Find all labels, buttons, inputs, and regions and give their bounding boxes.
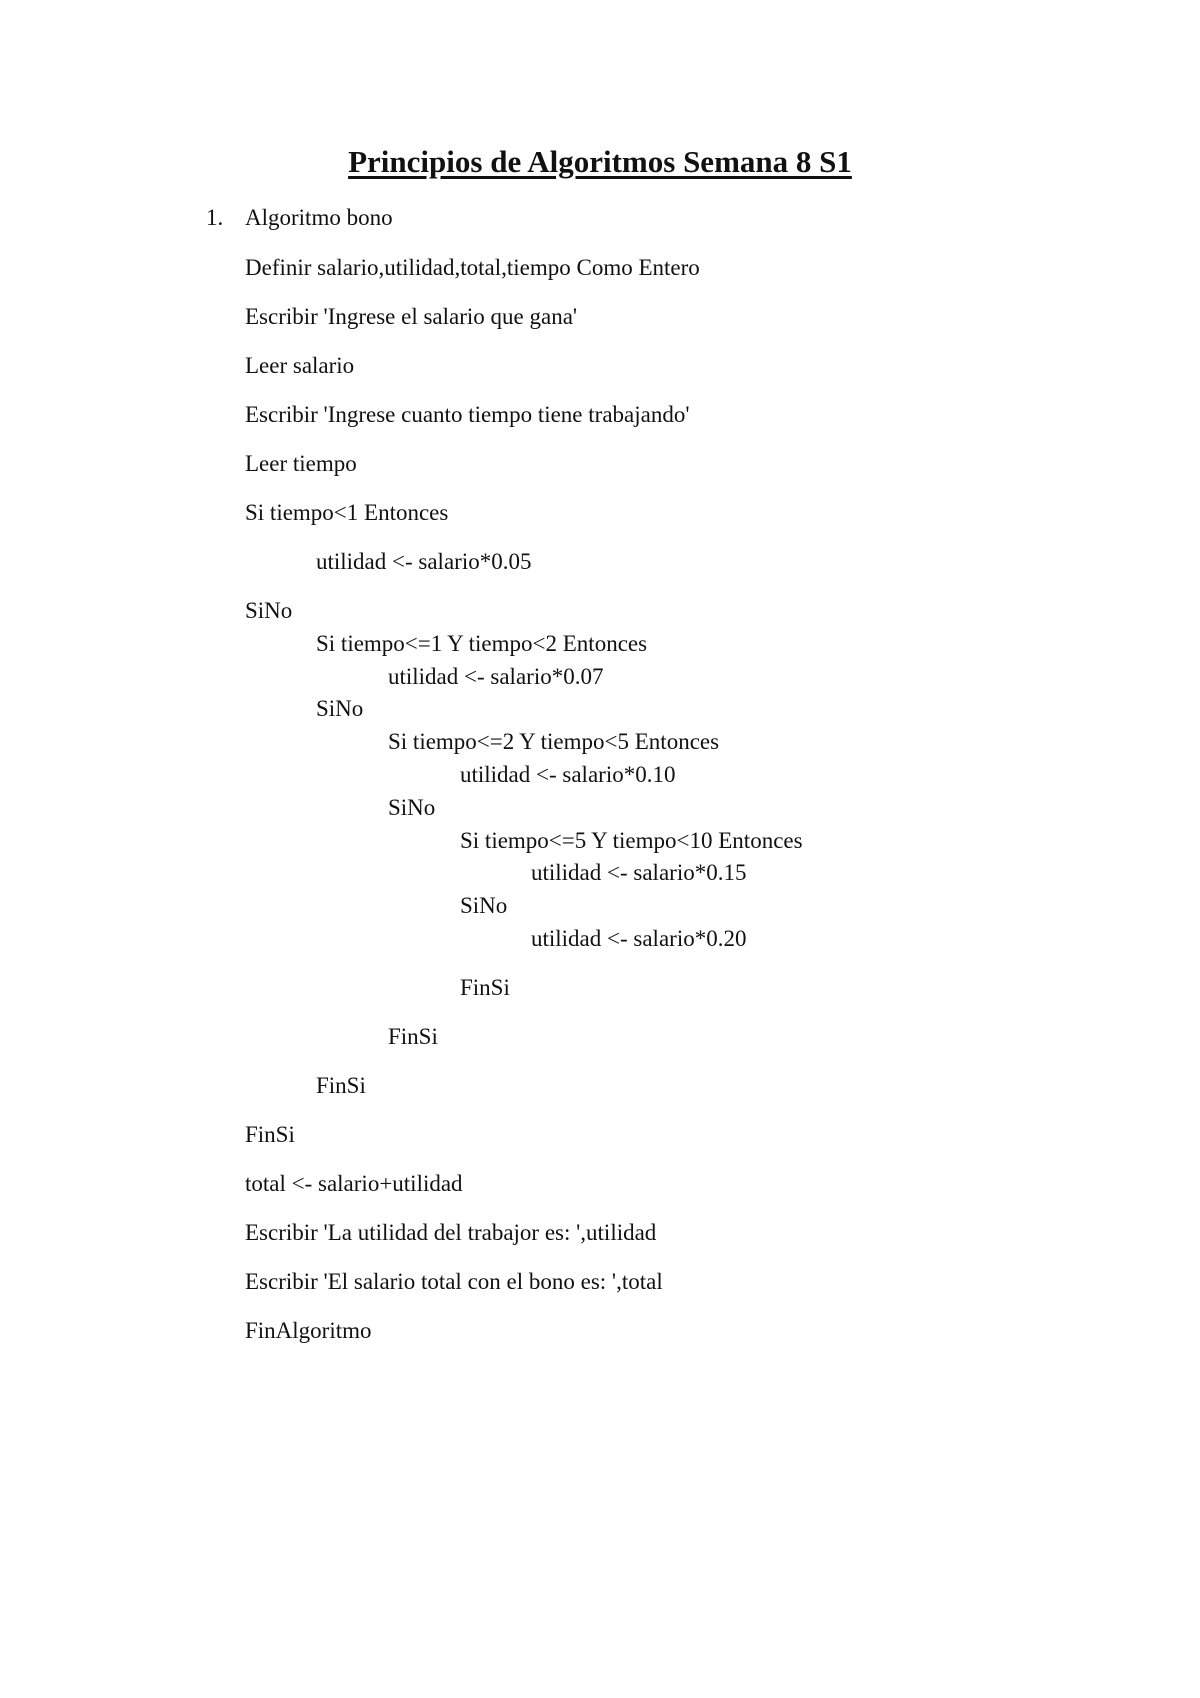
code-line: utilidad <- salario*0.05 bbox=[316, 549, 532, 574]
code-line: Si tiempo<=2 Y tiempo<5 Entonces bbox=[388, 729, 720, 754]
code-line: Escribir 'Ingrese cuanto tiempo tiene trabajando' bbox=[245, 402, 690, 427]
code-line: FinSi bbox=[460, 975, 510, 1000]
code-line: Escribir 'La utilidad del trabajor es: ',utilidad bbox=[245, 1220, 657, 1245]
list-number: 1. bbox=[206, 205, 224, 230]
code-line: FinSi bbox=[388, 1024, 438, 1049]
page-title: Principios de Algoritmos Semana 8 S1 bbox=[348, 144, 852, 179]
code-line: Si tiempo<=1 Y tiempo<2 Entonces bbox=[316, 631, 648, 656]
code-line: FinAlgoritmo bbox=[245, 1318, 372, 1343]
code-line: utilidad <- salario*0.10 bbox=[460, 762, 676, 787]
code-line: FinSi bbox=[245, 1122, 295, 1147]
code-line: Definir salario,utilidad,total,tiempo Como Entero bbox=[245, 255, 700, 280]
code-line: utilidad <- salario*0.07 bbox=[388, 664, 604, 689]
code-line: Si tiempo<1 Entonces bbox=[245, 500, 449, 525]
code-line: SiNo bbox=[245, 598, 293, 623]
code-line: Algoritmo bono bbox=[245, 205, 393, 230]
code-line: Leer salario bbox=[245, 353, 355, 378]
code-line: Escribir 'El salario total con el bono es: ',total bbox=[245, 1269, 663, 1294]
code-line: Si tiempo<=5 Y tiempo<10 Entonces bbox=[460, 828, 803, 853]
code-line: FinSi bbox=[316, 1073, 366, 1098]
code-line: SiNo bbox=[316, 696, 364, 721]
code-line: utilidad <- salario*0.20 bbox=[531, 926, 747, 951]
code-line: total <- salario+utilidad bbox=[245, 1171, 463, 1196]
code-line: utilidad <- salario*0.15 bbox=[531, 860, 747, 885]
code-line: Escribir 'Ingrese el salario que gana' bbox=[245, 304, 578, 329]
code-line: SiNo bbox=[388, 795, 436, 820]
code-line: Leer tiempo bbox=[245, 451, 357, 476]
code-line: SiNo bbox=[460, 893, 508, 918]
